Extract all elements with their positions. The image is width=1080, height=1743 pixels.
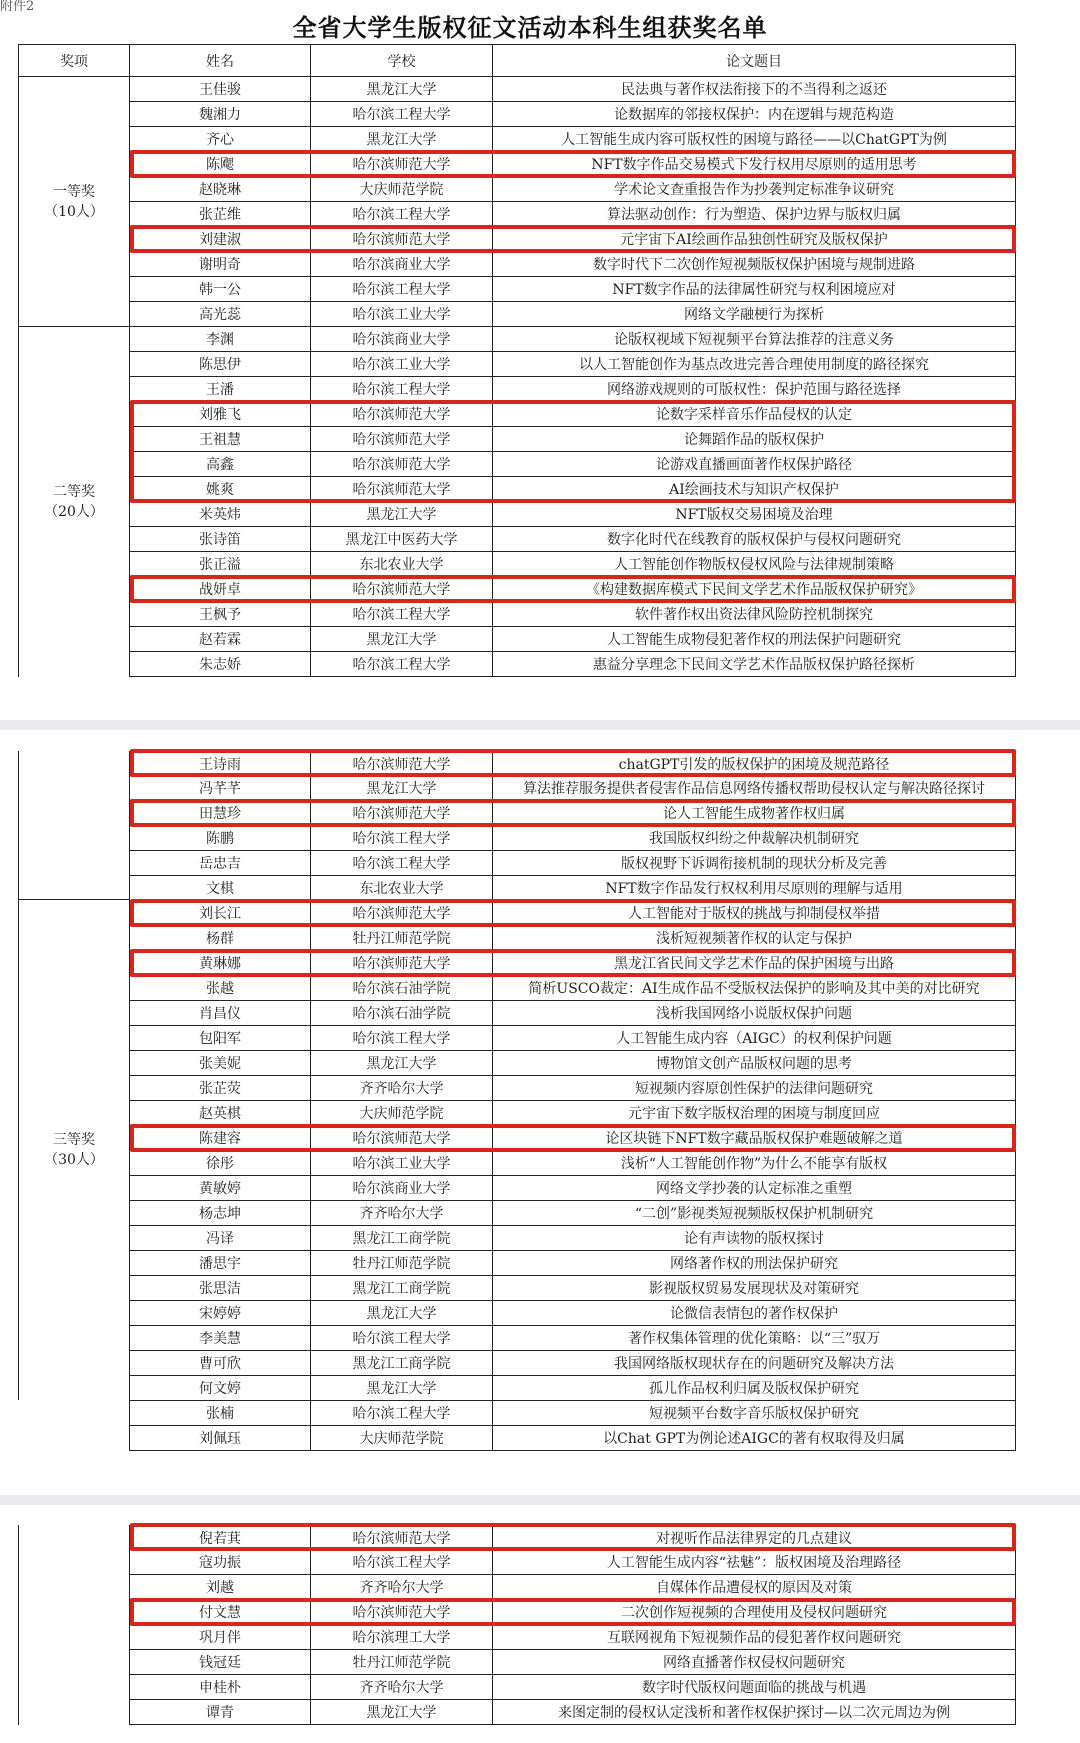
winner-name: 肖昌仪 [129,1001,310,1026]
paper-title: 论舞蹈作品的版权保护 [492,427,1016,452]
winner-name: 张思洁 [129,1276,310,1301]
winner-school: 哈尔滨工程大学 [310,602,492,627]
highlight-box [130,799,1016,827]
winner-name: 陈思伊 [129,352,310,377]
winner-school: 黑龙江中医药大学 [310,527,492,552]
prize-third [18,900,129,1400]
winner-school: 东北农业大学 [310,552,492,577]
paper-title: 浅析我国网络小说版权保护问题 [492,1001,1016,1026]
winner-school: 黑龙江大学 [310,1700,492,1725]
winner-name: 王诗雨 [129,751,310,776]
winner-name: 陈飔 [129,152,310,177]
winner-school: 哈尔滨工程大学 [310,1401,492,1426]
winner-name: 杨志坤 [129,1201,310,1226]
prize-third-count: （30人） [44,1152,104,1168]
winner-school: 黑龙江大学 [310,1376,492,1401]
winner-name: 冯译 [129,1226,310,1251]
winner-school: 黑龙江大学 [310,1301,492,1326]
winner-name: 高鑫 [129,452,310,477]
prize-first-count: （10人） [44,203,104,220]
highlight-box [130,225,1016,253]
page-title: 全省大学生版权征文活动本科生组获奖名单 [292,13,768,42]
winner-name: 刘越 [129,1575,310,1600]
winner-school: 哈尔滨石油学院 [310,976,492,1001]
paper-title: 算法驱动创作：行为塑造、保护边界与版权归属 [492,202,1016,227]
winner-school: 哈尔滨工程大学 [310,826,492,851]
winner-school: 哈尔滨工程大学 [310,102,492,127]
winner-name: 岳忠吉 [129,851,310,876]
winner-school: 黑龙江大学 [310,127,492,152]
paper-title: NFT数字作品的法律属性研究与权利困境应对 [492,277,1016,302]
winner-school: 大庆师范学院 [310,1426,492,1451]
page-divider-2 [0,1495,1080,1505]
winner-name: 冯芊芊 [129,776,310,801]
winner-school: 哈尔滨工程大学 [310,277,492,302]
winner-school: 哈尔滨工业大学 [310,302,492,327]
paper-title: 网络著作权的刑法保护研究 [492,1251,1016,1276]
winner-name: 刘佩珏 [129,1426,310,1451]
winner-school: 黑龙江大学 [310,1051,492,1076]
winner-name: 黄琳娜 [129,951,310,976]
table-block-3 [0,1525,1080,1735]
winner-school: 黑龙江大学 [310,77,492,102]
highlight-box [130,400,1016,503]
winner-name: 王祖慧 [129,427,310,452]
winner-name: 徐彤 [129,1151,310,1176]
paper-title: 互联网视角下短视频作品的侵犯著作权问题研究 [492,1625,1016,1650]
winner-name: 寇功振 [129,1550,310,1575]
winner-name: 杨群 [129,926,310,951]
paper-title: 版权视野下诉调衔接机制的现状分析及完善 [492,851,1016,876]
table-block-1 [0,44,1080,676]
winner-school: 黑龙江大学 [310,502,492,527]
paper-title: chatGPT引发的版权保护的困境及规范路径 [492,751,1016,776]
winner-name: 付文慧 [129,1600,310,1625]
winner-school: 哈尔滨商业大学 [310,327,492,352]
winner-school: 哈尔滨师范大学 [310,477,492,502]
winner-name: 文棋 [129,876,310,901]
paper-title: 人工智能创作物版权侵权风险与法律规制策略 [492,552,1016,577]
paper-title: 著作权集体管理的优化策略：以“三”驭万 [492,1326,1016,1351]
winner-name: 王佳骏 [129,77,310,102]
winner-school: 哈尔滨工程大学 [310,202,492,227]
table-block-2 [0,751,1080,1451]
winner-name: 潘思宇 [129,1251,310,1276]
paper-title: 以Chat GPT为例论述AIGC的著有权取得及归属 [492,1426,1016,1451]
winner-name: 朱志娇 [129,652,310,677]
prize-second-cont [18,751,129,900]
paper-title: 数字时代下二次创作短视频版权保护困境与规制进路 [492,252,1016,277]
paper-title: 网络游戏规则的可版权性：保护范围与路径选择 [492,377,1016,402]
winner-school: 哈尔滨师范大学 [310,402,492,427]
page-divider [0,720,1080,730]
paper-title: 人工智能生成内容（AIGC）的权利保护问题 [492,1026,1016,1051]
winner-school: 哈尔滨师范大学 [310,227,492,252]
winner-name: 姚爽 [129,477,310,502]
paper-title: 人工智能对于版权的挑战与抑制侵权举措 [492,901,1016,926]
paper-title: 自媒体作品遭侵权的原因及对策 [492,1575,1016,1600]
winner-school: 哈尔滨师范大学 [310,452,492,477]
winner-name: 黄敏婷 [129,1176,310,1201]
paper-title: AI绘画技术与知识产权保护 [492,477,1016,502]
winner-school: 黑龙江工商学院 [310,1226,492,1251]
winner-school: 黑龙江大学 [310,627,492,652]
winner-name: 李美慧 [129,1326,310,1351]
prize-second-label: 二等奖 [53,484,95,500]
winner-school: 黑龙江工商学院 [310,1276,492,1301]
paper-title: 网络文学抄袭的认定标准之重塑 [492,1176,1016,1201]
winner-school: 牡丹江师范学院 [310,926,492,951]
winner-school: 哈尔滨石油学院 [310,1001,492,1026]
winner-name: 巩月伴 [129,1625,310,1650]
winner-name: 倪若萁 [129,1525,310,1550]
paper-title: 以人工智能创作为基点改进完善合理使用制度的路径探究 [492,352,1016,377]
paper-title: 我国网络版权现状存在的问题研究及解决方法 [492,1351,1016,1376]
winner-school: 哈尔滨工程大学 [310,1550,492,1575]
paper-title: 人工智能生成内容“祛魅”：版权困境及治理路径 [492,1550,1016,1575]
winner-name: 刘长江 [129,901,310,926]
winner-name: 张越 [129,976,310,1001]
paper-title: 人工智能生成内容可版权性的困境与路径——以ChatGPT为例 [492,127,1016,152]
winner-school: 齐齐哈尔大学 [310,1076,492,1101]
paper-title: 博物馆文创产品版权问题的思考 [492,1051,1016,1076]
winner-name: 魏湘力 [129,102,310,127]
paper-title: 论游戏直播画面著作权保护路径 [492,452,1016,477]
winner-name: 赵晓琳 [129,177,310,202]
winner-school: 大庆师范学院 [310,1101,492,1126]
winner-school: 大庆师范学院 [310,177,492,202]
paper-title: 民法典与著作权法衔接下的不当得利之返还 [492,77,1016,102]
paper-title: NFT版权交易困境及治理 [492,502,1016,527]
winner-school: 哈尔滨理工大学 [310,1625,492,1650]
winner-school: 哈尔滨师范大学 [310,1126,492,1151]
winner-school: 哈尔滨商业大学 [310,1176,492,1201]
winner-school: 哈尔滨师范大学 [310,1525,492,1550]
winner-school: 哈尔滨师范大学 [310,801,492,826]
paper-title: 影视版权贸易发展现状及对策研究 [492,1276,1016,1301]
winner-school: 齐齐哈尔大学 [310,1575,492,1600]
highlight-box [130,899,1016,927]
winner-school: 哈尔滨商业大学 [310,252,492,277]
paper-title: 论微信表情包的著作权保护 [492,1301,1016,1326]
winner-school: 哈尔滨工业大学 [310,1151,492,1176]
header-name: 姓名 [129,44,310,77]
winner-school: 哈尔滨工程大学 [310,1026,492,1051]
winner-school: 黑龙江工商学院 [310,1351,492,1376]
highlight-box [130,150,1016,178]
prize-first-label: 一等奖 [53,183,95,200]
winner-name: 谢明奇 [129,252,310,277]
winner-school: 哈尔滨工程大学 [310,377,492,402]
paper-title: 我国版权纠纷之仲裁解决机制研究 [492,826,1016,851]
header-prize: 奖项 [18,44,129,77]
winner-school: 哈尔滨师范大学 [310,901,492,926]
winner-name: 赵若霖 [129,627,310,652]
winner-school: 牡丹江师范学院 [310,1650,492,1675]
paper-title: 软件著作权出资法律风险防控机制探究 [492,602,1016,627]
winner-school: 哈尔滨工程大学 [310,1326,492,1351]
winner-name: 齐心 [129,127,310,152]
winner-school: 牡丹江师范学院 [310,1251,492,1276]
paper-title: 人工智能生成物侵犯著作权的刑法保护问题研究 [492,627,1016,652]
header-school: 学校 [310,44,492,77]
winner-name: 包阳军 [129,1026,310,1051]
winner-school: 哈尔滨工程大学 [310,851,492,876]
paper-title: 算法推荐服务提供者侵害作品信息网络传播权帮助侵权认定与解决路径探讨 [492,776,1016,801]
header-paper: 论文题目 [492,44,1016,77]
attachment-label: 附件2 [0,0,35,14]
winner-name: 申桂朴 [129,1675,310,1700]
highlight-box [130,1598,1016,1626]
prize-third-cont [18,1525,129,1725]
winner-name: 宋婷婷 [129,1301,310,1326]
paper-title: 浅析短视频著作权的认定与保护 [492,926,1016,951]
winner-name: 张正溢 [129,552,310,577]
winner-school: 哈尔滨师范大学 [310,427,492,452]
winner-name: 战妍卓 [129,577,310,602]
paper-title: 学术论文查重报告作为抄袭判定标准争议研究 [492,177,1016,202]
winner-name: 田慧珍 [129,801,310,826]
paper-title: 《构建数据库模式下民间文学艺术作品版权保护研究》 [492,577,1016,602]
paper-title: 元宇宙下数字版权治理的困境与制度回应 [492,1101,1016,1126]
winner-name: 王潘 [129,377,310,402]
winner-school: 哈尔滨师范大学 [310,751,492,776]
prize-second [18,327,129,677]
winner-name: 张诗笛 [129,527,310,552]
paper-title: 简析USCO裁定：AI生成作品不受版权法保护的影响及其中美的对比研究 [492,976,1016,1001]
paper-title: 孤儿作品权利归属及版权保护研究 [492,1376,1016,1401]
winner-name: 张楠 [129,1401,310,1426]
winner-name: 高光蕊 [129,302,310,327]
winner-name: 曹可欣 [129,1351,310,1376]
winner-school: 黑龙江大学 [310,776,492,801]
winner-name: 刘建淑 [129,227,310,252]
winner-name: 韩一公 [129,277,310,302]
winner-name: 钱冠廷 [129,1650,310,1675]
winner-name: 陈鹏 [129,826,310,851]
winner-school: 齐齐哈尔大学 [310,1201,492,1226]
highlight-box [130,949,1016,977]
winner-name: 王枫予 [129,602,310,627]
paper-title: 论有声读物的版权探讨 [492,1226,1016,1251]
paper-title: 元宇宙下AI绘画作品独创性研究及版权保护 [492,227,1016,252]
winner-name: 张芷维 [129,202,310,227]
highlight-box [130,749,1016,777]
winner-name: 米英炜 [129,502,310,527]
paper-title: 论数据库的邻接权保护：内在逻辑与规范构造 [492,102,1016,127]
winner-school: 哈尔滨工程大学 [310,652,492,677]
prize-first [18,77,129,327]
winner-name: 张芷荧 [129,1076,310,1101]
paper-title: “二创”影视类短视频版权保护机制研究 [492,1201,1016,1226]
paper-title: 来图定制的侵权认定浅析和著作权保护探讨—以二次元周边为例 [492,1700,1016,1725]
prize-second-count: （20人） [44,504,104,520]
paper-title: 数字化时代在线教育的版权保护与侵权问题研究 [492,527,1016,552]
paper-title: NFT数字作品交易模式下发行权用尽原则的适用思考 [492,152,1016,177]
winner-school: 哈尔滨师范大学 [310,1600,492,1625]
prize-third-label: 三等奖 [53,1132,95,1148]
winner-name: 谭青 [129,1700,310,1725]
winner-school: 哈尔滨工业大学 [310,352,492,377]
winner-school: 哈尔滨师范大学 [310,152,492,177]
paper-title: 论区块链下NFT数字藏品版权保护难题破解之道 [492,1126,1016,1151]
paper-title: 网络直播著作权侵权问题研究 [492,1650,1016,1675]
winner-name: 何文婷 [129,1376,310,1401]
winner-name: 赵英棋 [129,1101,310,1126]
winner-school: 哈尔滨师范大学 [310,577,492,602]
paper-title: 论版权视域下短视频平台算法推荐的注意义务 [492,327,1016,352]
paper-title: 网络文学融梗行为探析 [492,302,1016,327]
highlight-box [130,1523,1016,1551]
winner-name: 李渊 [129,327,310,352]
winner-name: 陈建容 [129,1126,310,1151]
winner-school: 齐齐哈尔大学 [310,1675,492,1700]
paper-title: 论数字采样音乐作品侵权的认定 [492,402,1016,427]
paper-title: 浅析“人工智能创作物”为什么不能享有版权 [492,1151,1016,1176]
paper-title: 数字时代版权问题面临的挑战与机遇 [492,1675,1016,1700]
paper-title: 论人工智能生成物著作权归属 [492,801,1016,826]
paper-title: NFT数字作品发行权权利用尽原则的理解与适用 [492,876,1016,901]
winner-name: 张美妮 [129,1051,310,1076]
paper-title: 短视频平台数字音乐版权保护研究 [492,1401,1016,1426]
winner-school: 哈尔滨师范大学 [310,951,492,976]
paper-title: 对视听作品法律界定的几点建议 [492,1525,1016,1550]
winner-name: 刘雅飞 [129,402,310,427]
winner-school: 东北农业大学 [310,876,492,901]
paper-title: 短视频内容原创性保护的法律问题研究 [492,1076,1016,1101]
paper-title: 黑龙江省民间文学艺术作品的保护困境与出路 [492,951,1016,976]
paper-title: 二次创作短视频的合理使用及侵权问题研究 [492,1600,1016,1625]
highlight-box [130,575,1016,603]
highlight-box [130,1124,1016,1152]
paper-title: 惠益分享理念下民间文学艺术作品版权保护路径探析 [492,652,1016,677]
